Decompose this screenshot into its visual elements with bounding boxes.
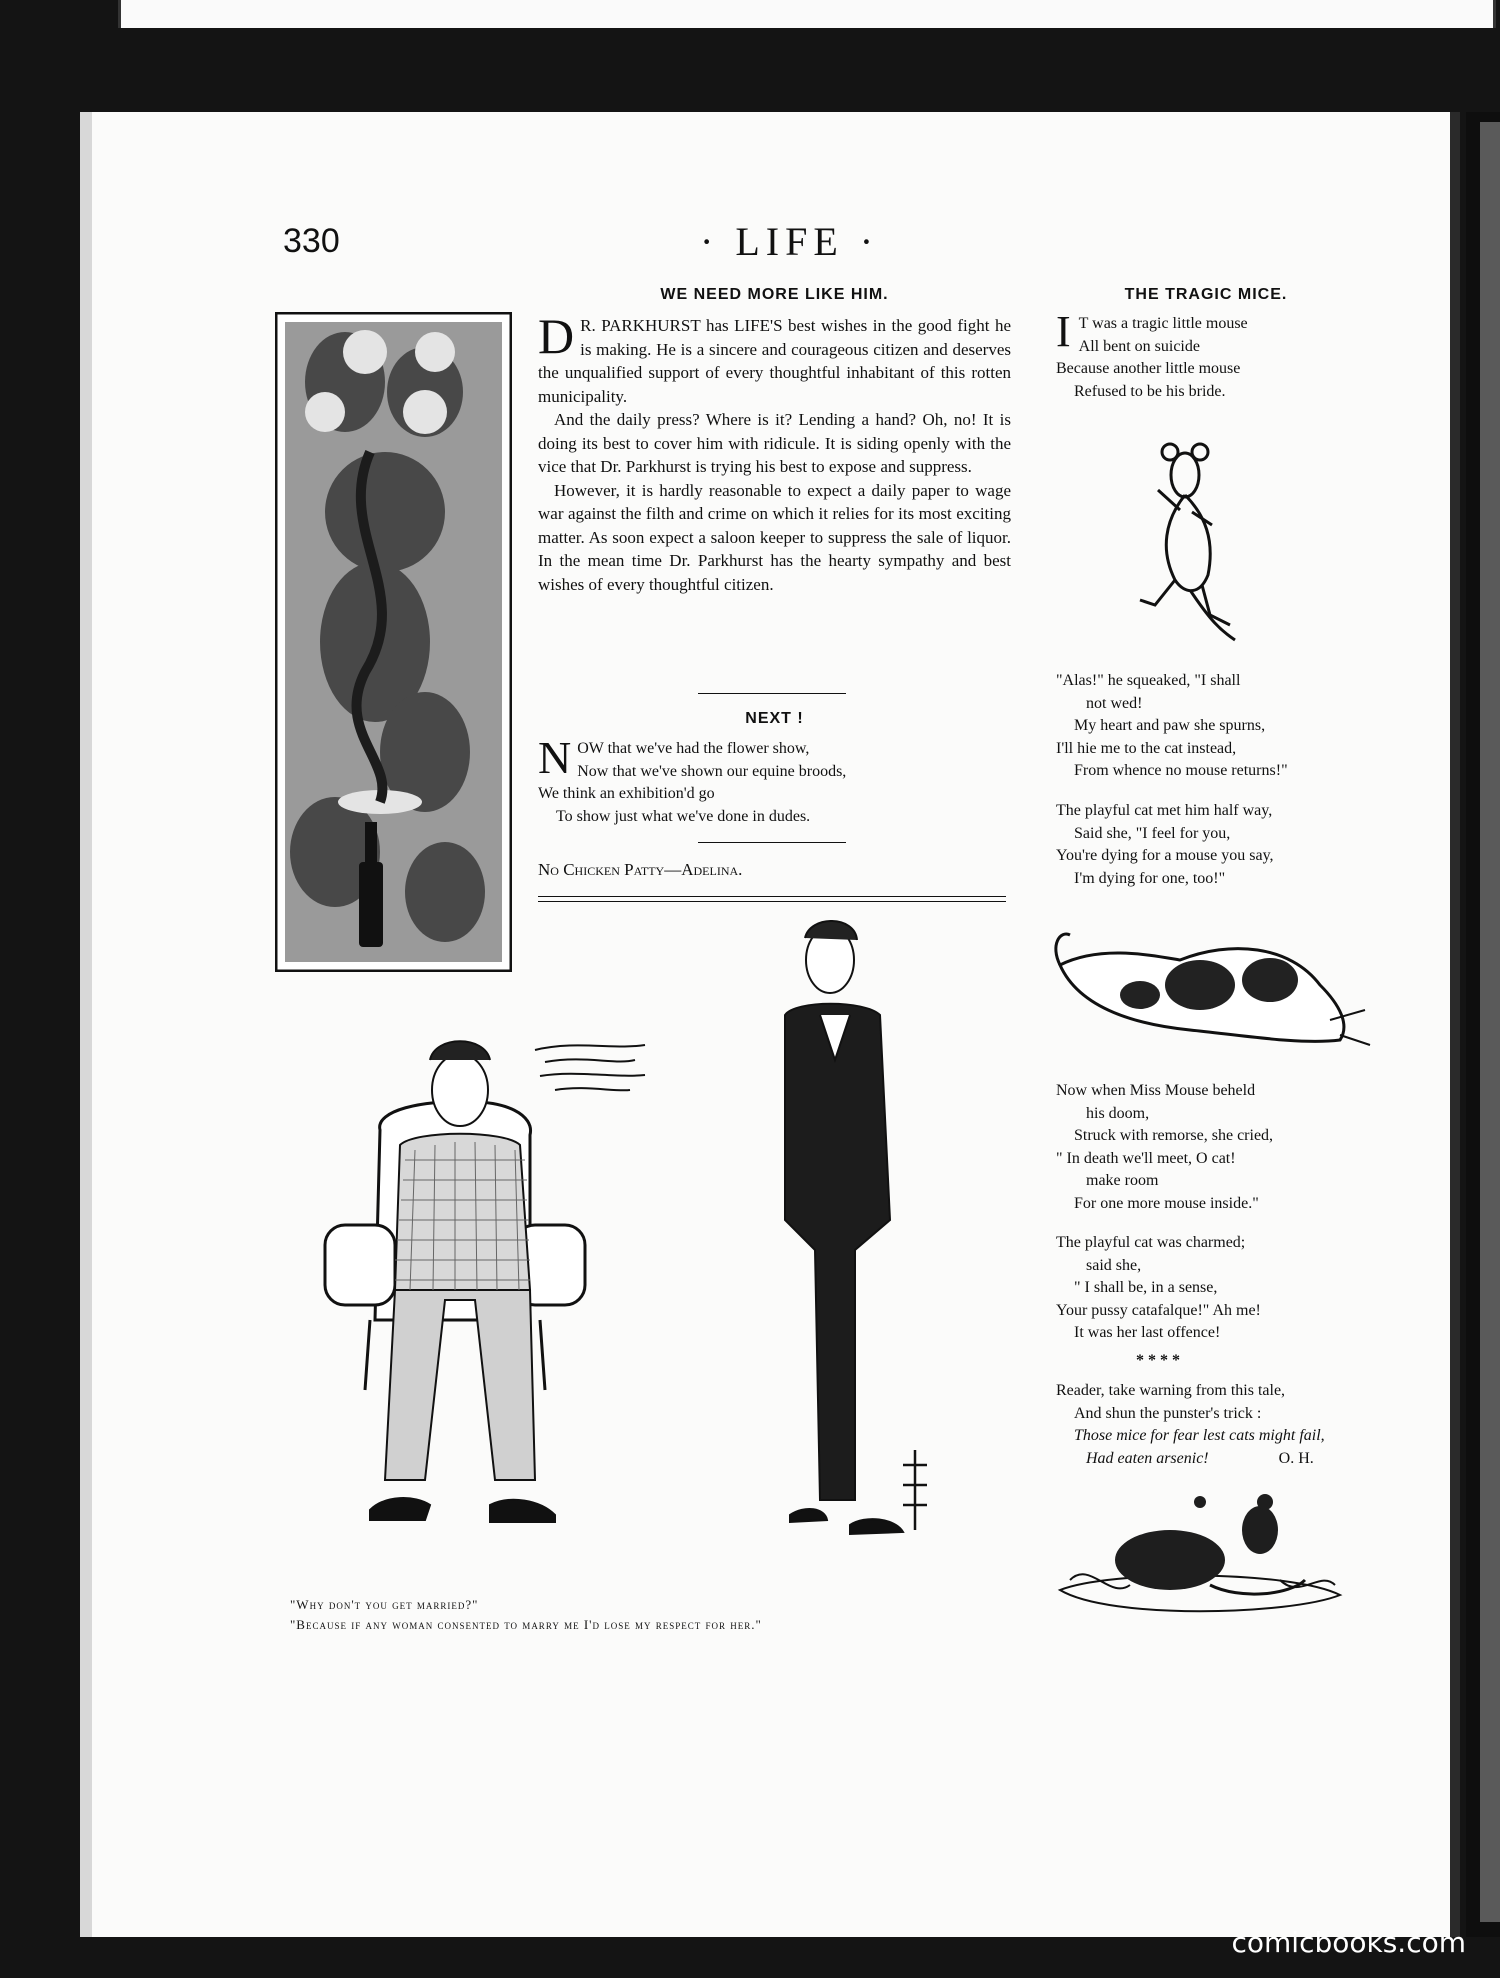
cartoon-caption-question: "Why don't you get married?" — [290, 1597, 479, 1612]
verse-line: All bent on suicide — [1078, 337, 1200, 355]
editorial-paragraph: And the daily press? Where is it? Lending a hand? Oh, no! It is doing its best to cover him with ridicule. It is siding openly with the vice that Dr. Parkhurst is trying his best to expose and suppress. — [538, 410, 1011, 476]
poem-stanza-6 — [1056, 1380, 1356, 1470]
poem-stanza-2 — [1056, 670, 1356, 783]
verse-line: not wed! — [1086, 694, 1143, 712]
cartoon-caption-answer: "Because if any woman consented to marry me I'd lose my respect for her." — [290, 1617, 762, 1632]
verse-line: " In death we'll meet, O cat! — [1056, 1149, 1236, 1167]
poem-heading: THE TRAGIC MICE. — [1124, 286, 1288, 303]
editorial-paragraph: However, it is hardly reasonable to expect a daily paper to wage war against the filth and crime on which it relies for its most exciting matter. As soon expect a saloon keeper to suppress the sale of liquor. In the mean time Dr. Parkhurst has the hearty sympathy and best wishes of every thoughtful citizen. — [538, 480, 1011, 594]
watermark: comicbooks.com — [1231, 1926, 1466, 1959]
poem-stanza-3 — [1056, 800, 1356, 890]
verse-line: I'll hie me to the cat instead, — [1056, 739, 1237, 757]
verse-line: make room — [1086, 1172, 1159, 1189]
editorial-dropcap: D — [538, 308, 575, 364]
section-divider — [698, 842, 846, 843]
cat-illustration — [1040, 925, 1375, 1065]
poem-stanza-4 — [1056, 1080, 1356, 1215]
verse-line: " I shall be, in a sense, — [1074, 1279, 1218, 1296]
double-rule — [538, 896, 1006, 902]
verse-line: The playful cat was charmed; — [1056, 1234, 1246, 1251]
section-stars: * * * * — [1136, 1352, 1180, 1369]
verse-line: Now when Miss Mouse beheld — [1056, 1082, 1256, 1099]
next-signoff: No Chicken Patty—Adelina. — [538, 860, 743, 879]
verse-line: And shun the punster's trick : — [1074, 1404, 1262, 1422]
page-number: 330 — [283, 222, 340, 260]
poem-stanza-1 — [1056, 307, 1356, 403]
verse-line: It was her last offence! — [1074, 1324, 1221, 1341]
next-poem — [538, 732, 1011, 828]
feast-vignette-illustration — [1050, 1490, 1350, 1630]
poem-stanza-5 — [1056, 1232, 1356, 1345]
editorial-paragraph: R. PARKHURST has LIFE'S best wishes in the good fight he is making. He is a sincere and courageous citizen and deserves the unqualified support of every thoughtful inhabitant of this rotten municipality. — [538, 316, 1011, 406]
verse-line: I'm dying for one, too!" — [1074, 869, 1226, 887]
poem-dropcap: I — [1056, 307, 1071, 356]
masthead-title: · LIFE · — [700, 219, 880, 264]
poem-signature: O. H. — [1278, 1449, 1314, 1467]
editorial-body — [538, 308, 1011, 596]
verse-line: To show just what we've done in dudes. — [556, 807, 811, 825]
verse-line: You're dying for a mouse you say, — [1056, 847, 1274, 864]
verse-line: My heart and paw she spurns, — [1074, 717, 1266, 734]
verse-line: Refused to be his bride. — [1074, 382, 1226, 400]
next-heading: NEXT ! — [745, 710, 804, 727]
mouse-illustration — [1130, 430, 1240, 645]
verse-line: Had eaten arsenic! O. H. — [1086, 1449, 1314, 1467]
verse-line: Because another little mouse — [1056, 360, 1241, 377]
verse-line: Reader, take warning from this tale, — [1056, 1382, 1286, 1399]
verse-line: Said she, "I feel for you, — [1074, 824, 1231, 842]
verse-line: Now that we've shown our equine broods, — [577, 762, 847, 780]
next-dropcap: N — [538, 732, 572, 783]
verse-line: Those mice for fear lest cats might fail, — [1074, 1427, 1325, 1444]
verse-line: "Alas!" he squeaked, "I shall — [1056, 672, 1241, 689]
verse-line: T was a tragic little mouse — [1078, 315, 1248, 332]
previous-page-edge — [118, 0, 1496, 28]
decorative-panel-illustration — [275, 312, 512, 972]
editorial-heading: WE NEED MORE LIKE HIM. — [660, 286, 889, 303]
verse-line: For one more mouse inside." — [1074, 1194, 1259, 1212]
verse-line: his doom, — [1086, 1104, 1150, 1122]
verse-line: We think an exhibition'd go — [538, 785, 715, 802]
verse-line: Your pussy catafalque!" Ah me! — [1056, 1301, 1261, 1319]
verse-line: Struck with remorse, she cried, — [1074, 1127, 1274, 1144]
bachelors-cartoon-illustration — [315, 920, 985, 1570]
verse-line: said she, — [1086, 1256, 1142, 1274]
verse-line: From whence no mouse returns!" — [1074, 762, 1288, 779]
verse-line: OW that we've had the flower show, — [577, 740, 810, 757]
verse-line: The playful cat met him half way, — [1056, 802, 1273, 819]
next-page-edge — [1466, 112, 1500, 1937]
section-divider — [698, 693, 846, 694]
